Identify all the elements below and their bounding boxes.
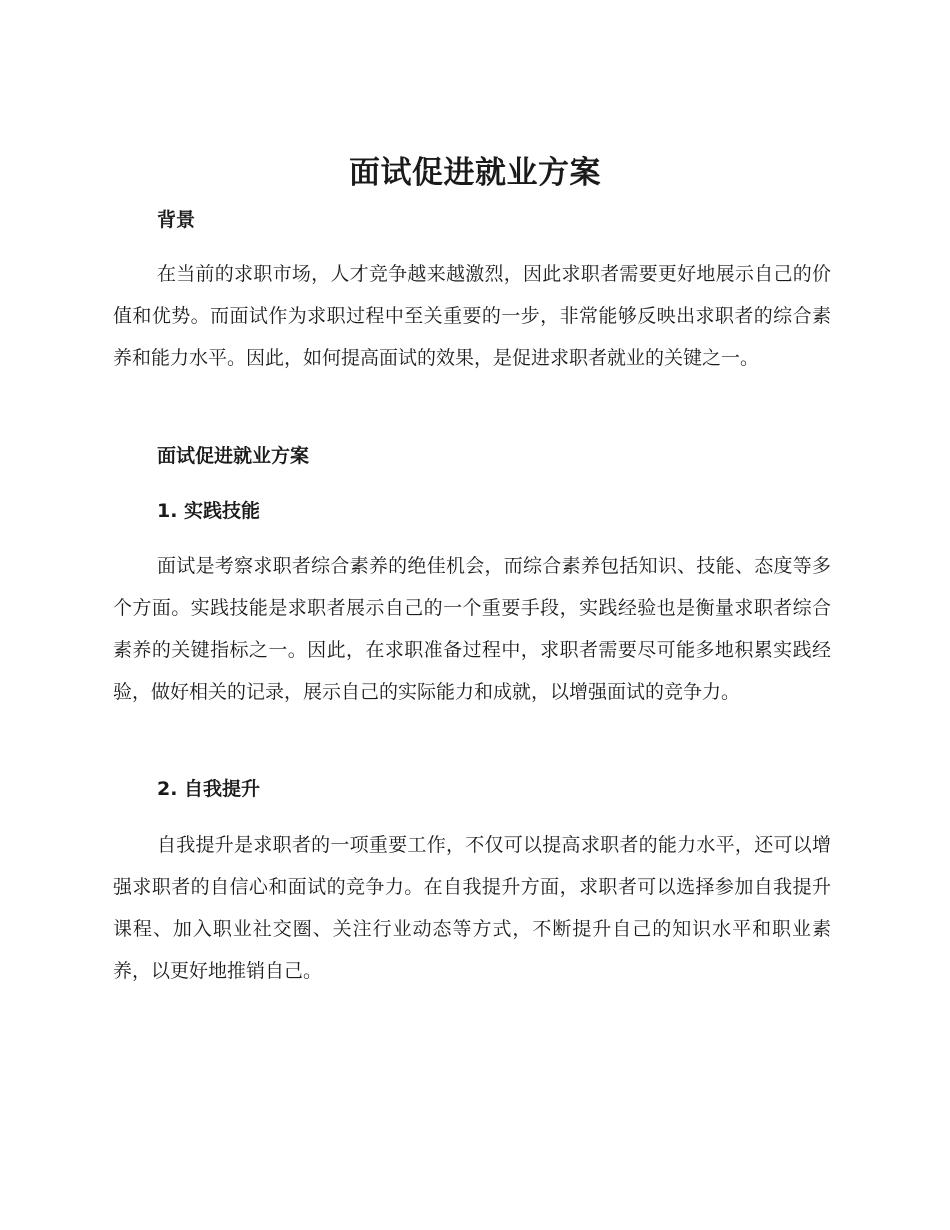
section-paragraph-practical-skills: 面试是考察求职者综合素养的绝佳机会，而综合素养包括知识、技能、态度等多个方面。实践技能是求职者展示自己的一个重要手段，实践经验也是衡量求职者综合素养的关键指标之一。因此，在求职准备过程中，求职者需要尽可能多地积累实践经验，做好相关的记录，展示自己的实际能力和成就，以增强面试的竞争力。 bbox=[113, 555, 831, 703]
section-paragraph-background: 在当前的求职市场，人才竞争越来越激烈，因此求职者需要更好地展示自己的价值和优势。而面试作为求职过程中至关重要的一步，非常能够反映出求职者的综合素养和能力水平。因此，如何提高面试的效果，是促进求职者就业的关键之一。 bbox=[113, 263, 831, 369]
section-heading-practical-skills: 1. 实践技能 bbox=[157, 500, 261, 522]
section-heading-plan: 面试促进就业方案 bbox=[157, 445, 310, 467]
section-heading-background: 背景 bbox=[157, 209, 196, 231]
section-heading-self-improvement: 2. 自我提升 bbox=[157, 778, 261, 800]
section-paragraph-self-improvement: 自我提升是求职者的一项重要工作，不仅可以提高求职者的能力水平，还可以增强求职者的自信心和面试的竞争力。在自我提升方面，求职者可以选择参加自我提升课程、加入职业社交圈、关注行业动态等方式，不断提升自己的知识水平和职业素养，以更好地推销自己。 bbox=[113, 834, 831, 982]
document-title: 面试促进就业方案 bbox=[349, 155, 601, 191]
